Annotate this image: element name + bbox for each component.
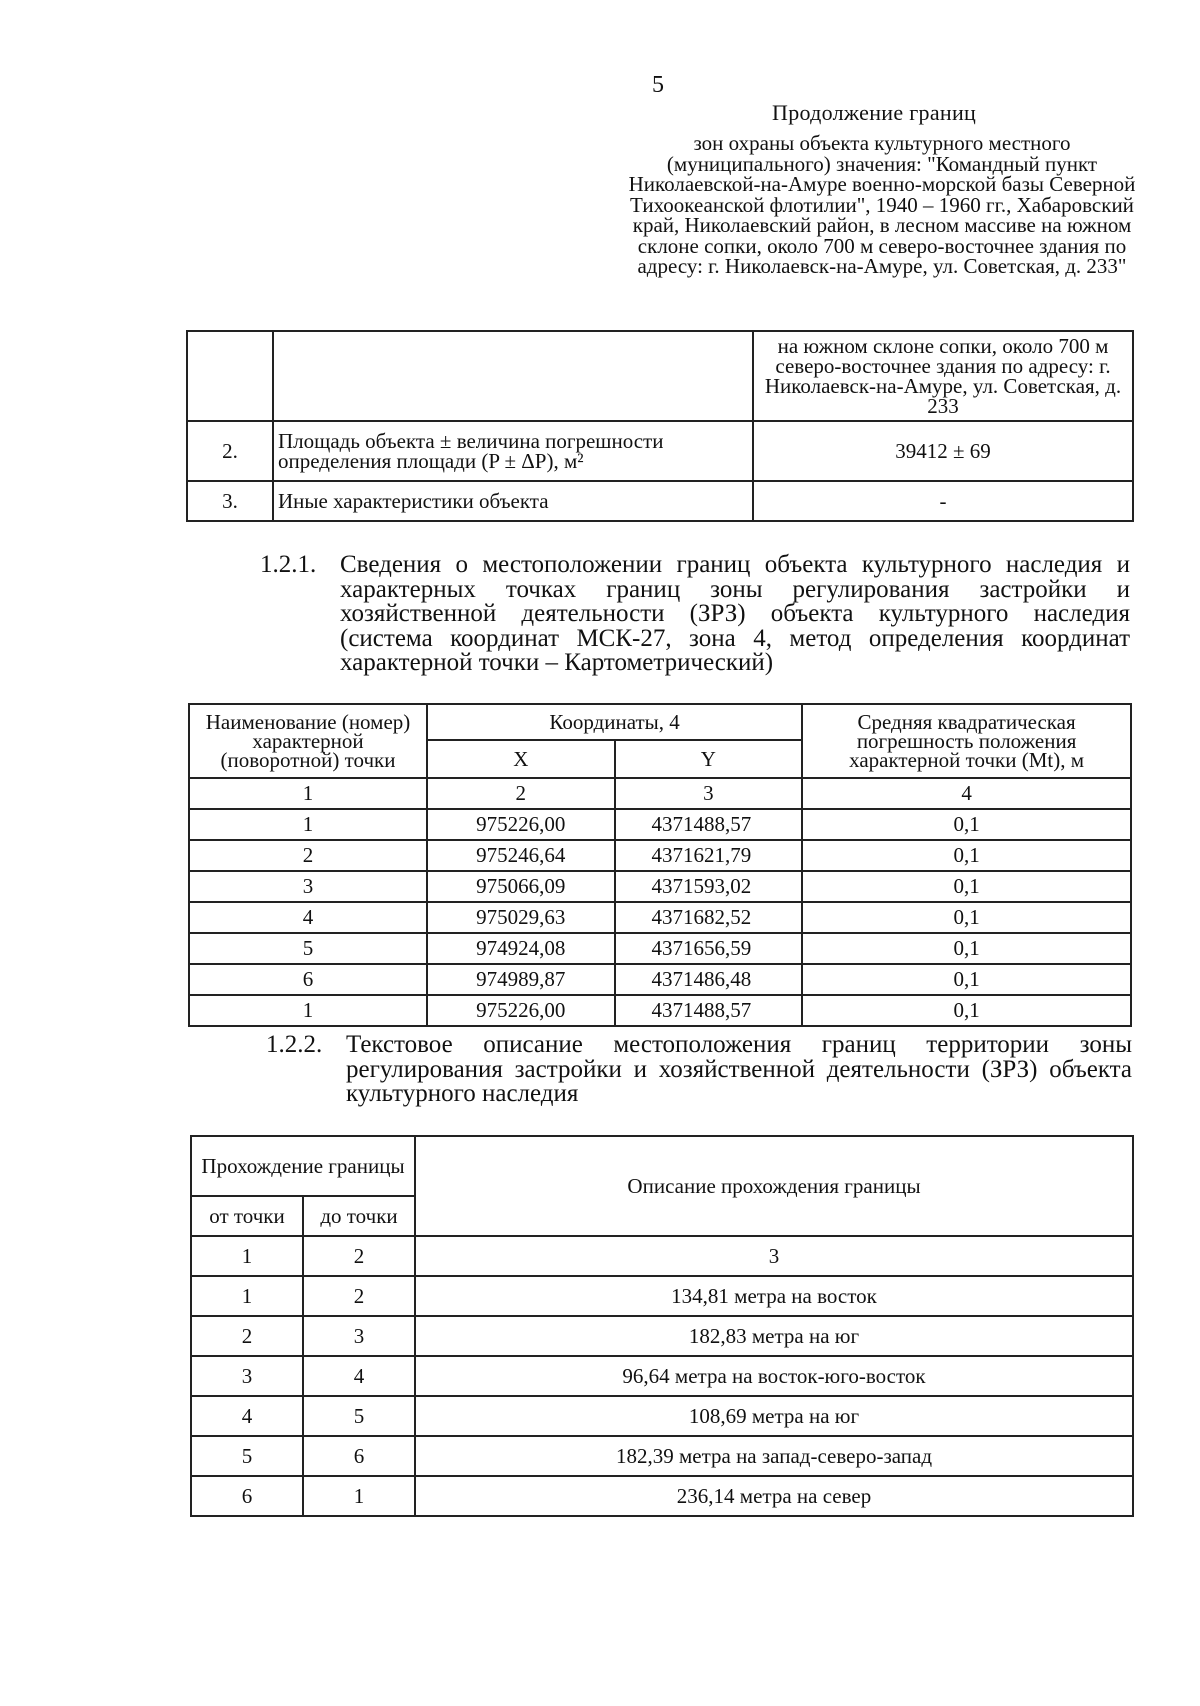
- error-mt: 0,1: [802, 964, 1131, 995]
- to-point: 5: [303, 1396, 415, 1436]
- column-number: 3: [415, 1236, 1133, 1276]
- header-y: Y: [615, 740, 803, 778]
- page-number: 5: [652, 72, 664, 98]
- section-text: Текстовое описание местоположения границ территории зоны регулирования застройки и хозяйственной деятельности (ЗРЗ) объекта культурного наследия: [346, 1031, 1132, 1107]
- from-point: 1: [191, 1276, 303, 1316]
- from-point: 3: [191, 1356, 303, 1396]
- point-number: 3: [189, 871, 427, 902]
- table-header-row: [189, 704, 1131, 740]
- to-point: 2: [303, 1276, 415, 1316]
- table-row: [189, 933, 1131, 964]
- error-mt: 0,1: [802, 871, 1131, 902]
- to-point: 6: [303, 1436, 415, 1476]
- table-row: [189, 964, 1131, 995]
- column-number: 1: [191, 1236, 303, 1276]
- section-number: 1.2.1.: [260, 551, 317, 578]
- table-row: [189, 902, 1131, 933]
- table-row: [191, 1436, 1133, 1476]
- table-row: [191, 1356, 1133, 1396]
- column-number: 4: [802, 778, 1131, 809]
- header-coordinates: Координаты, 4: [427, 704, 802, 740]
- passage-description: 96,64 метра на восток-юго-восток: [415, 1356, 1133, 1396]
- section-1-2-1: [260, 551, 1130, 676]
- row-label: Иные характеристики объекта: [273, 481, 753, 521]
- passage-description: 108,69 метра на юг: [415, 1396, 1133, 1436]
- row-value: -: [753, 481, 1133, 521]
- table-row: [187, 421, 1133, 481]
- coord-y: 4371486,48: [615, 964, 803, 995]
- passage-description: 236,14 метра на север: [415, 1476, 1133, 1516]
- table-row: [189, 840, 1131, 871]
- point-number: 4: [189, 902, 427, 933]
- table-row: [191, 1276, 1133, 1316]
- point-number: 2: [189, 840, 427, 871]
- to-point: 4: [303, 1356, 415, 1396]
- table-row: [187, 331, 1133, 421]
- table-row: [189, 995, 1131, 1026]
- to-point: 1: [303, 1476, 415, 1516]
- error-mt: 0,1: [802, 902, 1131, 933]
- header-description: Описание прохождения границы: [415, 1136, 1133, 1236]
- header-description: зон охраны объекта культурного местного (муниципального) значения: "Командный пункт Николаевской-на-Амуре военно-морской базы Северной Тихоокеанской флотилии", 1940 – 1960 гг., Хабаровский край, Николаевский район, в лесном массиве на южном склоне сопки, около 700 м северо-восточнее здания по адресу: г. Николаевск-на-Амуре, ул. Советская, д. 233": [628, 131, 1136, 278]
- column-numbers-row: [189, 778, 1131, 809]
- row-number: 3.: [187, 481, 273, 521]
- table-row: [189, 809, 1131, 840]
- header-from: от точки: [191, 1196, 303, 1236]
- table-row: [189, 871, 1131, 902]
- row-value: 39412 ± 69: [753, 421, 1133, 481]
- table-row: [191, 1316, 1133, 1356]
- section-number: 1.2.2.: [266, 1031, 323, 1058]
- from-point: 4: [191, 1396, 303, 1436]
- point-number: 1: [189, 809, 427, 840]
- header-x: X: [427, 740, 615, 778]
- passage-description: 134,81 метра на восток: [415, 1276, 1133, 1316]
- column-number: 1: [189, 778, 427, 809]
- row-label: Площадь объекта ± величина погрешности определения площади (P ± ΔP), м²: [273, 421, 753, 481]
- error-mt: 0,1: [802, 933, 1131, 964]
- point-number: 6: [189, 964, 427, 995]
- coord-y: 4371621,79: [615, 840, 803, 871]
- point-number: 1: [189, 995, 427, 1026]
- coord-x: 974924,08: [427, 933, 615, 964]
- header-passage: Прохождение границы: [191, 1136, 415, 1196]
- table-row: [191, 1396, 1133, 1436]
- column-number: 3: [615, 778, 803, 809]
- coord-y: 4371656,59: [615, 933, 803, 964]
- table-row: [191, 1476, 1133, 1516]
- passage-description: 182,39 метра на запад-северо-запад: [415, 1436, 1133, 1476]
- from-point: 5: [191, 1436, 303, 1476]
- section-text: Сведения о местоположении границ объекта культурного наследия и характерных точках границ зоны регулирования застройки и хозяйственной деятельности (ЗРЗ) объекта культурного наследия (система координат МСК-27, зона 4, метод определения координат характерной точки – Картометрический): [340, 551, 1130, 676]
- coord-x: 975029,63: [427, 902, 615, 933]
- row-label: [273, 331, 753, 421]
- coord-x: 975246,64: [427, 840, 615, 871]
- header-title: Продолжение границ: [772, 100, 977, 125]
- point-number: 5: [189, 933, 427, 964]
- header-point-name: Наименование (номер) характерной (поворотной) точки: [189, 704, 427, 778]
- to-point: 3: [303, 1316, 415, 1356]
- error-mt: 0,1: [802, 995, 1131, 1026]
- row-number: 2.: [187, 421, 273, 481]
- coord-x: 975226,00: [427, 995, 615, 1026]
- coord-y: 4371488,57: [615, 995, 803, 1026]
- boundary-description-table: [190, 1135, 1134, 1517]
- coord-x: 975226,00: [427, 809, 615, 840]
- coord-y: 4371682,52: [615, 902, 803, 933]
- error-mt: 0,1: [802, 809, 1131, 840]
- coordinates-table: [188, 703, 1132, 1027]
- column-number: 2: [303, 1236, 415, 1276]
- row-value: на южном склоне сопки, около 700 м северо-восточнее здания по адресу: г. Николаевск-на-Амуре, ул. Советская, д. 233: [753, 331, 1133, 421]
- passage-description: 182,83 метра на юг: [415, 1316, 1133, 1356]
- object-characteristics-table: [186, 330, 1134, 522]
- from-point: 6: [191, 1476, 303, 1516]
- table-header-row: [191, 1136, 1133, 1196]
- from-point: 2: [191, 1316, 303, 1356]
- coord-x: 975066,09: [427, 871, 615, 902]
- coord-y: 4371593,02: [615, 871, 803, 902]
- coord-x: 974989,87: [427, 964, 615, 995]
- header-error: Средняя квадратическая погрешность положения характерной точки (Mt), м: [802, 704, 1131, 778]
- column-number: 2: [427, 778, 615, 809]
- column-numbers-row: [191, 1236, 1133, 1276]
- coord-y: 4371488,57: [615, 809, 803, 840]
- error-mt: 0,1: [802, 840, 1131, 871]
- row-number: [187, 331, 273, 421]
- header-to: до точки: [303, 1196, 415, 1236]
- section-1-2-2: [266, 1031, 1132, 1107]
- table-row: [187, 481, 1133, 521]
